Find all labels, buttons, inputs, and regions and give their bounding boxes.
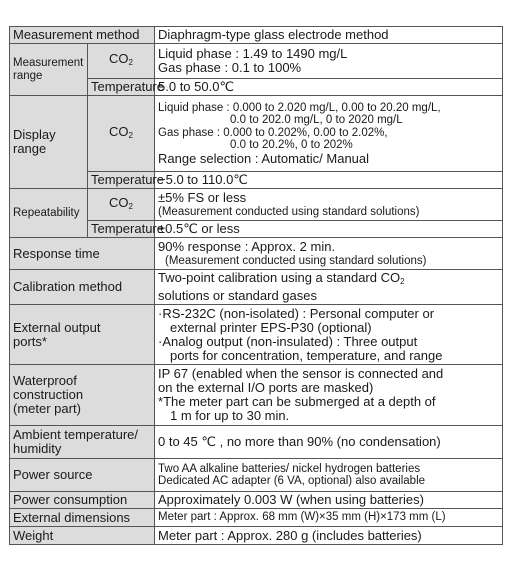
label-calibration-method: Calibration method [10, 270, 155, 305]
row-weight [10, 527, 503, 545]
row-power-consumption [10, 492, 503, 509]
row-external-dimensions [10, 509, 503, 527]
row-display-range-co2 [10, 96, 503, 172]
sublabel-co2-repeatability [88, 189, 155, 221]
waterproof-line-3: *The meter part can be submerged at a depth of [158, 394, 436, 409]
value-weight: Meter part : Approx. 280 g (includes batteries) [155, 527, 503, 545]
label-power-consumption: Power consumption [10, 492, 155, 509]
label-repeatability: Repeatability [10, 189, 88, 238]
label-waterproof [10, 365, 155, 426]
response-line-2: (Measurement conducted using standard solutions) [165, 254, 427, 267]
value-power-consumption: Approximately 0.003 W (when using batteries) [155, 492, 503, 509]
co2-subscript: 2 [128, 201, 133, 211]
label-external-output [10, 305, 155, 365]
label-external-dimensions: External dimensions [10, 509, 155, 527]
display-line-1: Liquid phase : 0.000 to 2.020 mg/L, 0.00 to 20.20 mg/L, [158, 101, 441, 114]
response-line-1: 90% response : Approx. 2 min. [158, 238, 336, 254]
co2-subscript: 2 [128, 58, 133, 67]
row-ambient [10, 426, 503, 459]
label-weight: Weight [10, 527, 155, 545]
value-measurement-range [155, 44, 503, 79]
display-line-5: Range selection : Automatic/ Manual [158, 150, 370, 166]
power-line-2: Dedicated AC adapter (6 VA, optional) also available [158, 475, 426, 487]
external-line-2: external printer EPS-P30 (optional) [170, 319, 372, 335]
value-temperature-display: −5.0 to 110.0℃ [155, 172, 503, 189]
row-waterproof [10, 365, 503, 426]
value-ambient: 0 to 45 ℃ , no more than 90% (no condensation) [155, 426, 503, 459]
label-ambient-line2: humidity [13, 441, 62, 456]
external-line-3: ·Analog output (non-insulated) : Three output [158, 333, 418, 349]
label-measurement-range [10, 44, 88, 96]
sublabel-temperature-repeatability: Temperature [88, 221, 155, 238]
label-measurement-method: Measurement method [10, 27, 155, 44]
row-power-source [10, 459, 503, 492]
display-line-3: Gas phase : 0.000 to 0.202%, 0.00 to 2.02%, [158, 126, 388, 139]
calibration-line-1 [158, 271, 499, 289]
row-measurement-range-co2 [10, 44, 503, 79]
display-line-2: 0.0 to 202.0 mg/L, 0 to 2020 mg/L [230, 114, 403, 126]
label-waterproof-line3: (meter part) [13, 401, 81, 416]
value-external-output [155, 305, 503, 365]
label-display-range [10, 96, 88, 189]
sublabel-temperature-display: Temperature [88, 172, 155, 189]
value-external-dimensions: Meter part : Approx. 68 mm (W)×35 mm (H)×173 mm (L) [155, 509, 503, 527]
label-waterproof-line1: Waterproof [13, 373, 77, 388]
value-response-time [155, 238, 503, 270]
label-ambient-line1: Ambient temperature/ [13, 427, 139, 442]
row-measurement-method [10, 27, 503, 44]
display-line-4: 0.0 to 20.2%, 0 to 202% [230, 139, 353, 151]
waterproof-line-2: on the external I/O ports are masked) [158, 380, 374, 395]
waterproof-line-1: IP 67 (enabled when the sensor is connected and [158, 366, 444, 381]
external-line-4: ports for concentration, temperature, and range [170, 347, 443, 363]
repeatability-line-1: ±5% FS or less [158, 189, 247, 205]
external-line-1: ·RS-232C (non-isolated) : Personal computer or [158, 305, 435, 321]
sublabel-co2-range [88, 44, 155, 79]
value-temperature-range: 5.0 to 50.0℃ [155, 79, 503, 96]
waterproof-line-4: 1 m for up to 30 min. [170, 408, 290, 423]
range-liquid-phase: Liquid phase : 1.49 to 1490 mg/L [158, 46, 348, 61]
calibration-line-1-text: Two-point calibration using a standard CO [158, 270, 401, 285]
value-waterproof [155, 365, 503, 426]
value-calibration-method [155, 270, 503, 305]
value-measurement-method: Diaphragm-type glass electrode method [155, 27, 503, 44]
label-power-source: Power source [10, 459, 155, 492]
label-display-range-line2: range [13, 141, 47, 156]
spec-table [9, 26, 503, 545]
label-external-output-line1: External output [13, 319, 101, 335]
label-waterproof-line2: construction [13, 387, 84, 402]
repeatability-line-2: (Measurement conducted using standard solutions) [158, 205, 420, 218]
label-ambient [10, 426, 155, 459]
co2-subscript: 2 [400, 277, 405, 286]
value-repeatability [155, 189, 503, 221]
calibration-line-2: solutions or standard gases [158, 288, 317, 303]
row-response-time [10, 238, 503, 270]
label-external-output-line2: ports* [13, 333, 47, 349]
sublabel-temperature-range: Temperature [88, 79, 155, 96]
range-gas-phase: Gas phase : 0.1 to 100% [158, 60, 302, 75]
row-repeatability-co2 [10, 189, 503, 221]
label-response-time: Response time [10, 238, 155, 270]
value-power-source [155, 459, 503, 492]
row-external-output [10, 305, 503, 365]
sublabel-co2-display [88, 96, 155, 172]
co2-text: CO [109, 123, 129, 139]
value-display-range [155, 96, 503, 172]
label-measurement-range-line1: Measurement [13, 56, 84, 69]
co2-subscript: 2 [128, 130, 133, 140]
co2-text: CO [109, 51, 129, 66]
row-calibration-method [10, 270, 503, 305]
label-measurement-range-line2: range [13, 69, 43, 82]
power-line-1: Two AA alkaline batteries/ nickel hydrogen batteries [158, 462, 421, 475]
co2-text: CO [109, 194, 129, 210]
value-temperature-repeatability: ±0.5℃ or less [155, 221, 503, 238]
label-display-range-line1: Display [13, 127, 56, 142]
